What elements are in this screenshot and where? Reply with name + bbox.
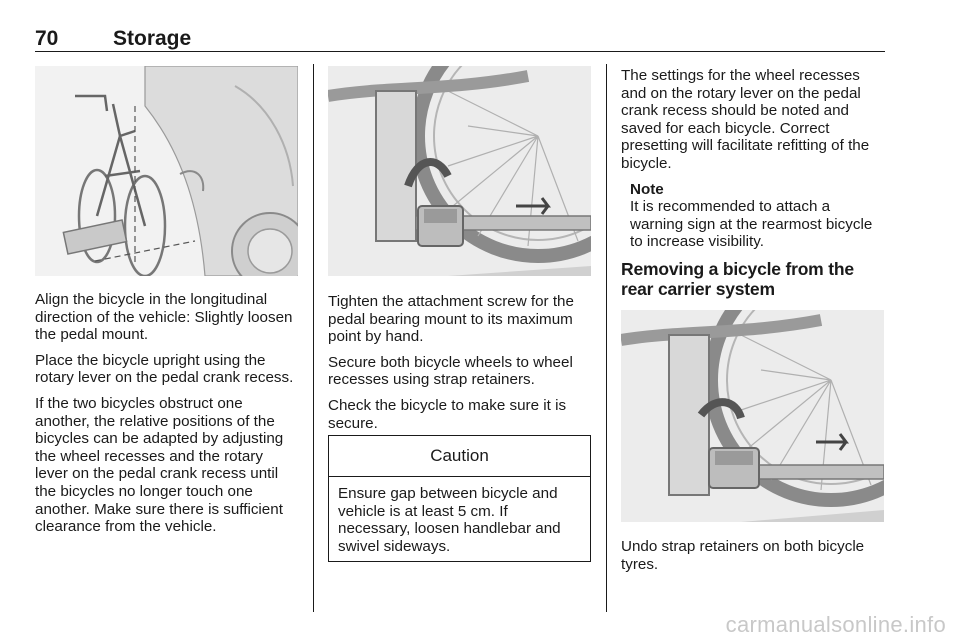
caution-title: Caution [329, 436, 590, 477]
caution-text: Ensure gap between bicycle and vehicle is at least 5 cm. If necessary, loosen handlebar and swivel sideways. [338, 485, 561, 555]
paragraph: Check the bicycle to make sure it is secure. [328, 396, 567, 432]
caution-box [328, 435, 591, 562]
right-column [621, 67, 886, 299]
illustration-bike-on-carrier [35, 66, 298, 276]
paragraph: Tighten the attachment screw for the pedal bearing mount to its maximum point by hand. [328, 293, 574, 346]
left-column [35, 291, 300, 544]
illustration-remove-bike [621, 310, 884, 522]
right-column-outro [621, 538, 886, 581]
header-rule [35, 51, 885, 52]
paragraph: Undo strap retainers on both bicycle tyres. [621, 538, 865, 573]
note-block [630, 181, 886, 251]
column-divider-right [606, 64, 607, 612]
watermark: carmanualsonline.info [725, 612, 946, 637]
column-divider-left [313, 64, 314, 612]
pedal-mount-drawing [328, 66, 591, 276]
note-text: It is recommended to attach a warning sign at the rearmost bicycle to increase visibility. [630, 198, 873, 251]
remove-bike-drawing [621, 310, 884, 522]
illustration-pedal-mount [328, 66, 591, 276]
paragraph: If the two bicycles obstruct one another, the relative positions of the bicycles can be adapted by adjusting the wheel recesses and the rotary lever on the pedal crank recess until the bicycles no longer touch one another. Make sure there is sufficient clearance from the vehicle. [35, 394, 284, 536]
middle-column [328, 293, 593, 440]
page-header [35, 27, 885, 53]
paragraph: Secure both bicycle wheels to wheel recesses using strap retainers. [328, 353, 573, 389]
section-title: Storage [113, 27, 192, 50]
subheading: Removing a bicycle from the rear carrier system [621, 258, 854, 299]
bike-carrier-drawing [35, 66, 298, 276]
paragraph: Align the bicycle in the longitudinal direction of the vehicle: Slightly loosen the pedal mount. [35, 291, 293, 344]
paragraph: The settings for the wheel recesses and on the rotary lever on the pedal crank recess should be noted and saved for each bicycle. Correct presetting will facilitate refitting of the bicycle. [621, 67, 870, 172]
page-number: 70 [35, 27, 59, 50]
paragraph: Place the bicycle upright using the rotary lever on the pedal crank recess. [35, 351, 294, 387]
note-title: Note [630, 180, 664, 198]
